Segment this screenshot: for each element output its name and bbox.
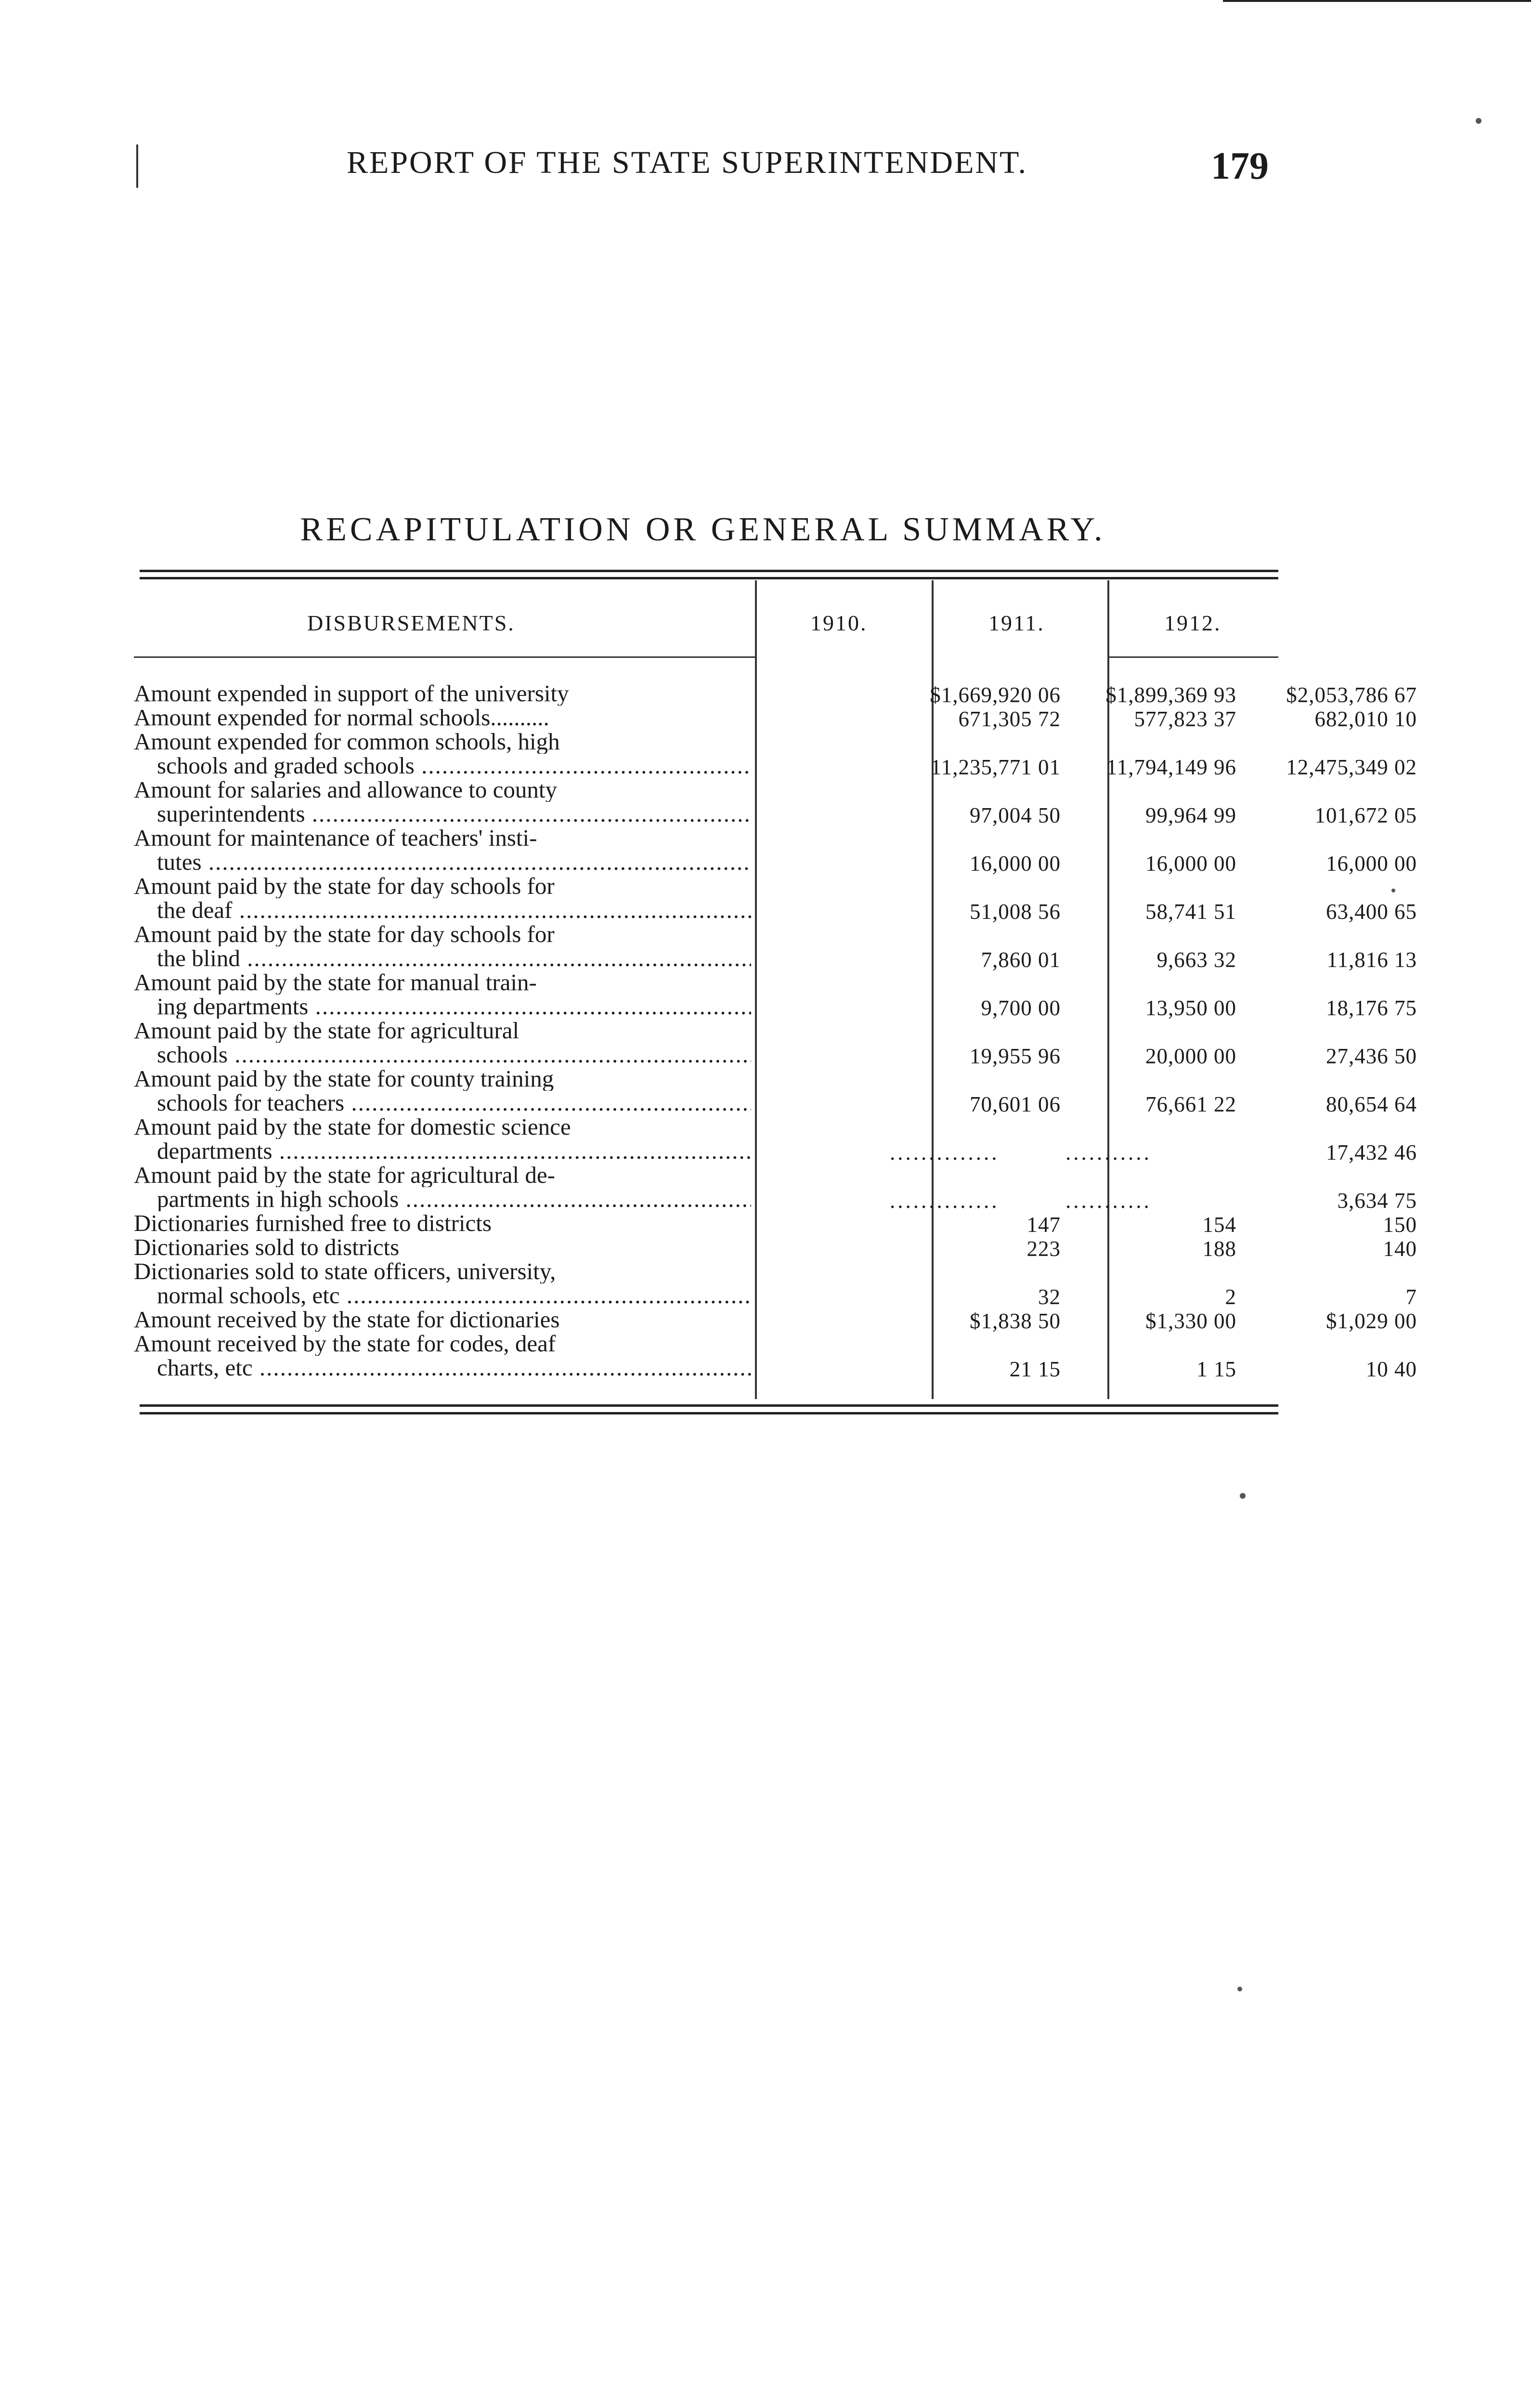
row-label [134, 1019, 751, 1067]
cell-1912: 80,654 64 [1326, 1092, 1417, 1116]
cell-1912: 11,816 13 [1326, 948, 1417, 972]
row-label-continuation: the deaf ..... [134, 898, 751, 922]
cell-1910: 19,955 96 [970, 1044, 1061, 1068]
print-speck [1476, 118, 1481, 124]
row-label-continuation: ing departments ..... [134, 995, 751, 1019]
page-number: 179 [1211, 145, 1269, 187]
cell-1910: 223 [1026, 1237, 1061, 1261]
table-row [134, 730, 1417, 779]
header-underline [1107, 656, 1278, 658]
table-row [134, 1019, 1417, 1068]
cell-1912: 63,400 65 [1326, 900, 1417, 924]
cell-1910: 9,700 00 [981, 996, 1061, 1020]
column-header-1911: 1911. [988, 611, 1045, 635]
table-row [134, 1308, 1417, 1333]
row-label-line: Amount received by the state for codes, deaf [134, 1332, 556, 1356]
table-row [134, 874, 1417, 924]
row-label [134, 706, 751, 730]
row-label-continuation: tutes ..... [134, 850, 751, 874]
row-label [134, 1235, 751, 1259]
cell-1912: 12,475,349 02 [1286, 755, 1417, 779]
cell-1911: 188 [1202, 1237, 1236, 1261]
row-label [134, 730, 751, 778]
cell-1911: 13,950 00 [1145, 996, 1236, 1020]
table-row [134, 681, 1417, 707]
cell-1910: 16,000 00 [970, 851, 1061, 876]
column-header-disbursements: DISBURSEMENTS. [307, 611, 515, 635]
cell-1912: 18,176 75 [1326, 996, 1417, 1020]
cell-1911: ........... [1065, 1140, 1152, 1165]
cell-1910: 11,235,771 01 [930, 755, 1061, 779]
cell-1912: 150 [1383, 1213, 1417, 1237]
section-title: RECAPITULATION OR GENERAL SUMMARY. [300, 511, 1106, 548]
cell-1911: 577,823 37 [1134, 707, 1236, 731]
print-speck [1391, 889, 1395, 892]
cell-1911: $1,899,369 93 [1105, 683, 1236, 707]
column-header-1910: 1910. [810, 611, 868, 635]
cell-1910: 32 [1038, 1285, 1061, 1309]
row-label-line: Amount received by the state for dictionaries [134, 1308, 560, 1332]
cell-1911: 2 [1225, 1285, 1236, 1309]
row-label-continuation: schools and graded schools ..... [134, 754, 751, 778]
table-row [134, 1259, 1417, 1309]
table-row [134, 778, 1417, 827]
cell-1911: 11,794,149 96 [1106, 755, 1236, 779]
table-bottom-rule [140, 1404, 1278, 1407]
row-label [134, 826, 751, 874]
row-label-continuation: partments in high schools ..... [134, 1187, 751, 1211]
row-label-continuation: the blind ..... [134, 946, 751, 970]
table-row [134, 826, 1417, 876]
row-label-continuation: charts, etc ..... [134, 1356, 751, 1380]
row-label [134, 1211, 751, 1235]
table-row [134, 922, 1417, 972]
row-label-line: Amount paid by the state for agricultural [134, 1019, 520, 1043]
cell-1910: 70,601 06 [970, 1092, 1061, 1116]
table-top-rule-2 [140, 577, 1278, 579]
row-label-continuation: normal schools, etc ..... [134, 1283, 751, 1308]
row-label-line: Dictionaries sold to state officers, university, [134, 1259, 556, 1283]
cell-1911: 1 15 [1196, 1357, 1236, 1381]
row-label-continuation: schools for teachers ..... [134, 1091, 751, 1115]
cell-1911: 99,964 99 [1145, 803, 1236, 827]
table-bottom-rule-2 [140, 1412, 1278, 1414]
cell-1910: .............. [890, 1189, 1000, 1213]
row-label [134, 1163, 751, 1211]
cell-1910: 97,004 50 [970, 803, 1061, 827]
table-row [134, 970, 1417, 1020]
cell-1911: ........... [1065, 1189, 1152, 1213]
row-label-continuation: schools ..... [134, 1043, 751, 1067]
header-underline [134, 656, 755, 658]
cell-1911: 154 [1202, 1213, 1236, 1237]
row-label [134, 778, 751, 826]
row-label-line: Dictionaries furnished free to districts [134, 1211, 492, 1235]
row-label-line: Amount expended in support of the university [134, 681, 569, 706]
row-label-line: Amount paid by the state for agricultural de- [134, 1163, 555, 1187]
cell-1912: 682,010 10 [1314, 707, 1417, 731]
table-row [134, 1235, 1417, 1261]
cell-1912: 16,000 00 [1326, 851, 1417, 876]
running-title: REPORT OF THE STATE SUPERINTENDENT. [347, 145, 1027, 180]
cell-1910: 21 15 [1009, 1357, 1061, 1381]
cell-1910: .............. [890, 1140, 1000, 1165]
cell-1910: 671,305 72 [958, 707, 1061, 731]
table-row [134, 706, 1417, 731]
table-row [134, 1332, 1417, 1381]
row-label [134, 1067, 751, 1115]
row-label-line: Amount expended for normal schools.......... [134, 706, 549, 730]
row-label [134, 1332, 751, 1380]
row-label-line: Amount expended for common schools, high [134, 730, 560, 754]
print-speck [1237, 1987, 1242, 1991]
cell-1910: $1,669,920 06 [930, 683, 1061, 707]
row-label-continuation: superintendents ..... [134, 802, 751, 826]
cell-1911: 16,000 00 [1145, 851, 1236, 876]
table-row [134, 1115, 1417, 1165]
row-label-line: Amount paid by the state for day schools for [134, 922, 555, 946]
cell-1912: 17,432 46 [1326, 1140, 1417, 1165]
cell-1912: 10 40 [1365, 1357, 1417, 1381]
row-label-line: Amount paid by the state for day schools for [134, 874, 555, 898]
row-label [134, 970, 751, 1019]
row-label-line: Amount paid by the state for domestic science [134, 1115, 571, 1139]
cell-1910: 147 [1026, 1213, 1061, 1237]
cell-1911: 76,661 22 [1145, 1092, 1236, 1116]
cell-1910: 7,860 01 [981, 948, 1061, 972]
top-edge-rule [1223, 0, 1531, 2]
cell-1912: 3,634 75 [1337, 1189, 1417, 1213]
cell-1911: 20,000 00 [1145, 1044, 1236, 1068]
row-label [134, 1115, 751, 1163]
table-top-rule [140, 570, 1278, 572]
cell-1912: $2,053,786 67 [1286, 683, 1417, 707]
row-label [134, 1308, 751, 1332]
row-label [134, 922, 751, 970]
row-label [134, 681, 751, 706]
cell-1911: 58,741 51 [1145, 900, 1236, 924]
row-label-continuation: departments ..... [134, 1139, 751, 1163]
row-label-line: Dictionaries sold to districts [134, 1235, 400, 1259]
margin-mark [136, 144, 138, 188]
table-row [134, 1067, 1417, 1116]
row-label [134, 874, 751, 922]
cell-1911: $1,330 00 [1145, 1309, 1236, 1333]
column-header-1912: 1912. [1164, 611, 1221, 635]
row-label [134, 1259, 751, 1308]
cell-1912: $1,029 00 [1326, 1309, 1417, 1333]
cell-1912: 27,436 50 [1326, 1044, 1417, 1068]
table-row [134, 1163, 1417, 1213]
row-label-line: Amount for salaries and allowance to county [134, 778, 558, 802]
cell-1910: 51,008 56 [970, 900, 1061, 924]
row-label-line: Amount for maintenance of teachers' insti- [134, 826, 537, 850]
print-speck [1240, 1493, 1246, 1499]
row-label-line: Amount paid by the state for manual train- [134, 970, 537, 995]
table-row [134, 1211, 1417, 1237]
row-label-line: Amount paid by the state for county training [134, 1067, 554, 1091]
cell-1910: $1,838 50 [970, 1309, 1061, 1333]
cell-1912: 101,672 05 [1314, 803, 1417, 827]
cell-1912: 140 [1383, 1237, 1417, 1261]
cell-1912: 7 [1405, 1285, 1417, 1309]
cell-1911: 9,663 32 [1156, 948, 1236, 972]
